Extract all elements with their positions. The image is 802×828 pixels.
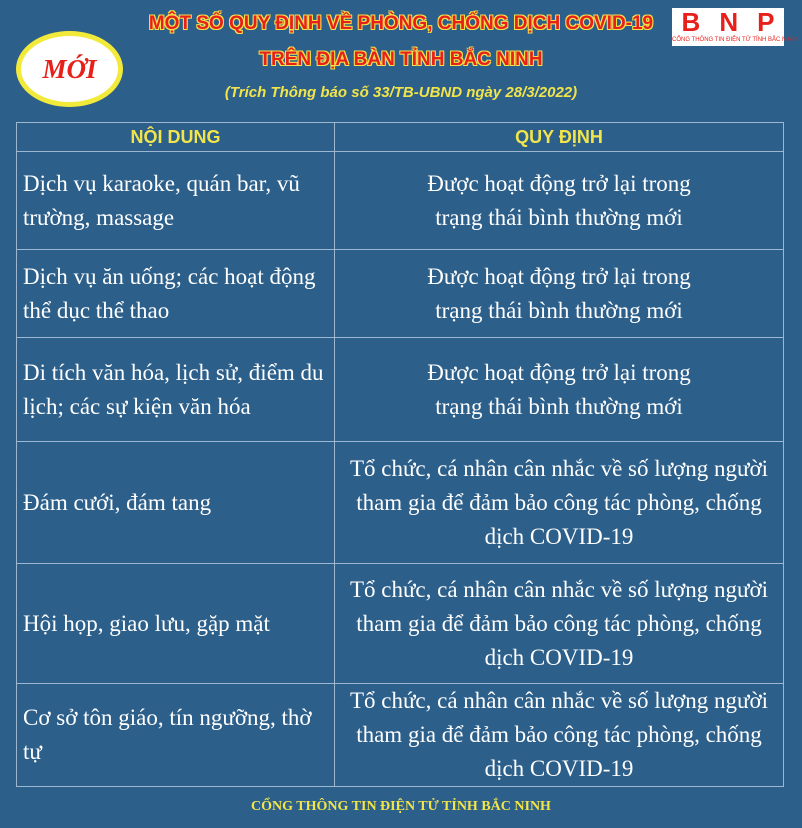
row-content: Dịch vụ ăn uống; các hoạt động thể dục thể thao [17,250,335,338]
footer-source: CỔNG THÔNG TIN ĐIỆN TỬ TỈNH BẮC NINH [251,799,551,814]
bnp-logo [672,6,797,46]
table-row [17,152,784,250]
row-rule: Tổ chức, cá nhân cân nhắc về số lượng người tham gia để đảm bảo công tác phòng, chống dịch COVID-19 [335,684,784,787]
logo-letter-n: N [719,6,739,37]
table-row [17,338,784,442]
table-header-row [17,123,784,152]
table-row [17,250,784,338]
table-row [17,564,784,684]
row-rule: Tổ chức, cá nhân cân nhắc về số lượng người tham gia để đảm bảo công tác phòng, chống dịch COVID-19 [335,442,784,564]
page-title-line2: TRÊN ĐỊA BÀN TỈNH BẮC NINH [259,49,543,70]
logo-letter-p: P [757,6,775,37]
row-content: Đám cưới, đám tang [17,442,335,564]
row-rule: Được hoạt động trở lại trong trạng thái bình thường mới [335,152,784,250]
logo-letters [672,8,784,36]
logo-tagline: CỔNG THÔNG TIN ĐIỆN TỬ TỈNH BẮC NINH [672,37,797,43]
page-title-line1: MỘT SỐ QUY ĐỊNH VỀ PHÒNG, CHỐNG DỊCH COVID-19 [148,13,654,34]
table-row [17,442,784,564]
regulations-table [16,122,784,787]
row-content: Di tích văn hóa, lịch sử, điểm du lịch; các sự kiện văn hóa [17,338,335,442]
column-header-rule: QUY ĐỊNH [335,123,784,152]
row-content: Hội họp, giao lưu, gặp mặt [17,564,335,684]
logo-letter-b: B [681,6,701,37]
table-row [17,684,784,787]
row-rule: Được hoạt động trở lại trong trạng thái bình thường mới [335,250,784,338]
row-content: Dịch vụ karaoke, quán bar, vũ trường, massage [17,152,335,250]
row-rule: Được hoạt động trở lại trong trạng thái bình thường mới [335,338,784,442]
row-rule: Tổ chức, cá nhân cân nhắc về số lượng người tham gia để đảm bảo công tác phòng, chống dịch COVID-19 [335,564,784,684]
new-badge-label: MỚI [42,53,97,84]
source-citation: (Trích Thông báo số 33/TB-UBND ngày 28/3/2022) [224,84,578,101]
row-content: Cơ sở tôn giáo, tín ngưỡng, thờ tự [17,684,335,787]
column-header-content: NỘI DUNG [17,123,335,152]
